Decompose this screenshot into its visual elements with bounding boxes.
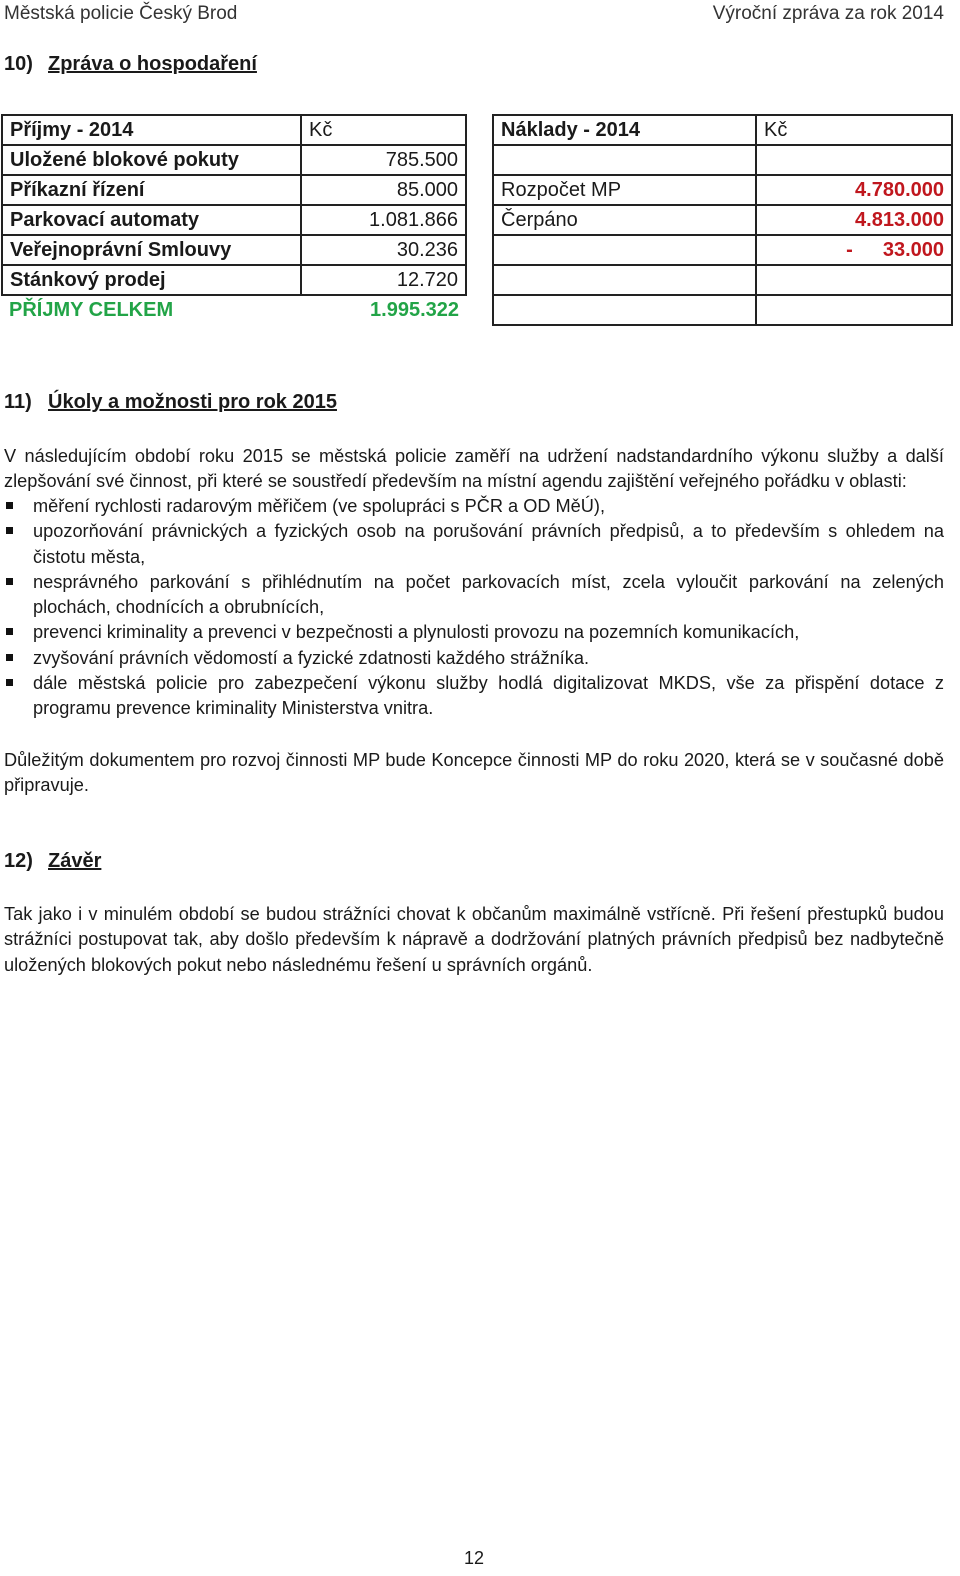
header-organization: Městská policie Český Brod <box>4 3 238 24</box>
section-11-title: Úkoly a možnosti pro rok 2015 <box>48 391 337 413</box>
costs-row-label <box>493 145 756 175</box>
income-table <box>1 114 467 324</box>
costs-row-label: Čerpáno <box>493 205 756 235</box>
income-row-value: 12.720 <box>301 265 466 295</box>
section-11-number: 11) <box>4 391 32 413</box>
bullet-icon <box>6 628 13 635</box>
bullet-icon <box>6 654 13 661</box>
costs-row-label <box>493 265 756 295</box>
costs-table <box>492 114 953 326</box>
difference-sign: - <box>846 238 853 261</box>
income-header-row <box>2 115 466 145</box>
section-12-heading <box>4 850 101 873</box>
costs-header-row <box>493 115 952 145</box>
list-item <box>4 671 944 722</box>
costs-row-value <box>756 295 952 325</box>
income-row-label: Uložené blokové pokuty <box>2 145 301 175</box>
header-report-title: Výroční zpráva za rok 2014 <box>712 3 944 24</box>
section-12-title: Závěr <box>48 850 102 872</box>
costs-header-currency: Kč <box>756 115 952 145</box>
table-row <box>493 175 952 205</box>
income-row-label: Parkovací automaty <box>2 205 301 235</box>
costs-header-label: Náklady - 2014 <box>493 115 756 145</box>
costs-row-value <box>756 145 952 175</box>
list-item-text: dále městská policie pro zabezpečení výkonu služby hodlá digitalizovat MKDS, vše za přispění dotace z programu prevence kriminality Ministerstva vnitra. <box>33 673 944 719</box>
section-10-heading <box>4 53 257 76</box>
income-row-value: 1.081.866 <box>301 205 466 235</box>
table-row <box>2 265 466 295</box>
income-row-label: Příkazní řízení <box>2 175 301 205</box>
section-12-number: 12) <box>4 850 33 872</box>
income-row-value: 30.236 <box>301 235 466 265</box>
section-11-intro: V následujícím období roku 2015 se městská policie zaměří na udržení nadstandardního výkonu služby a další zlepšování své činnost, při které se soustředí především na místní agendu zajištění veřejného pořádku v oblasti: <box>4 446 944 492</box>
income-header-label: Příjmy - 2014 <box>2 115 301 145</box>
list-item-text: upozorňování právnických a fyzických osob na porušování právních předpisů, a to především s ohledem na čistotu města, <box>33 521 944 567</box>
bullet-icon <box>6 502 13 509</box>
section-10-title: Zpráva o hospodaření <box>48 53 257 75</box>
income-header-currency: Kč <box>301 115 466 145</box>
income-total-label: PŘÍJMY CELKEM <box>9 298 174 321</box>
costs-row-label <box>493 235 756 265</box>
table-row <box>493 145 952 175</box>
list-item <box>4 646 944 671</box>
list-item <box>4 519 944 570</box>
list-item-text: zvyšování právních vědomostí a fyzické zdatnosti každého strážníka. <box>33 647 589 668</box>
income-row-label: Stánkový prodej <box>2 265 301 295</box>
section-11-heading <box>4 391 337 414</box>
costs-row-label <box>493 295 756 325</box>
list-item-text: měření rychlosti radarovým měřičem (ve spolupráci s PČR a OD MěÚ), <box>33 496 606 516</box>
bullet-icon <box>6 679 13 686</box>
table-row <box>2 175 466 205</box>
costs-row-value <box>756 265 952 295</box>
table-row <box>493 265 952 295</box>
page-number: 12 <box>464 1548 485 1568</box>
list-item-text: nesprávného parkování s přihlédnutím na počet parkovacích míst, zcela vyloučit parkování na zelených plochách, chodnících a obrubnících, <box>33 571 944 618</box>
list-item <box>4 570 944 621</box>
table-row <box>493 295 952 325</box>
costs-row-value: 4.780.000 <box>756 175 952 205</box>
table-row <box>493 235 952 265</box>
section-11-bullet-list <box>4 494 944 722</box>
costs-row-value: 4.813.000 <box>756 205 952 235</box>
income-row-label: Veřejnoprávní Smlouvy <box>2 235 301 265</box>
difference-value: 33.000 <box>882 238 944 261</box>
section-10-number: 10) <box>4 53 33 75</box>
table-row <box>493 205 952 235</box>
income-row-value: 785.500 <box>301 145 466 175</box>
table-row <box>2 145 466 175</box>
list-item-text: prevenci kriminality a prevenci v bezpečnosti a plynulosti provozu na pozemních komunikacích, <box>33 622 800 643</box>
income-total-row <box>2 295 466 324</box>
bullet-icon <box>6 578 13 585</box>
list-item <box>4 494 944 519</box>
table-row <box>2 205 466 235</box>
table-row <box>2 235 466 265</box>
list-item <box>4 620 944 645</box>
income-total-value: 1.995.322 <box>370 298 459 321</box>
section-11-closing: Důležitým dokumentem pro rozvoj činnosti MP bude Koncepce činnosti MP do roku 2020, která se v současné době připravuje. <box>4 750 944 796</box>
bullet-icon <box>6 527 13 534</box>
costs-row-label: Rozpočet MP <box>493 175 756 205</box>
costs-row-difference <box>756 235 952 265</box>
section-12-text: Tak jako i v minulém období se budou strážníci chovat k občanům maximálně vstřícně. Při řešení přestupků budou strážníci postupovat tak, aby došlo především k nápravě a dodržování platných právních předpisů bez nadbytečně uložených blokových pokut nebo následnému řešení u správních orgánů. <box>4 904 944 975</box>
income-row-value: 85.000 <box>301 175 466 205</box>
